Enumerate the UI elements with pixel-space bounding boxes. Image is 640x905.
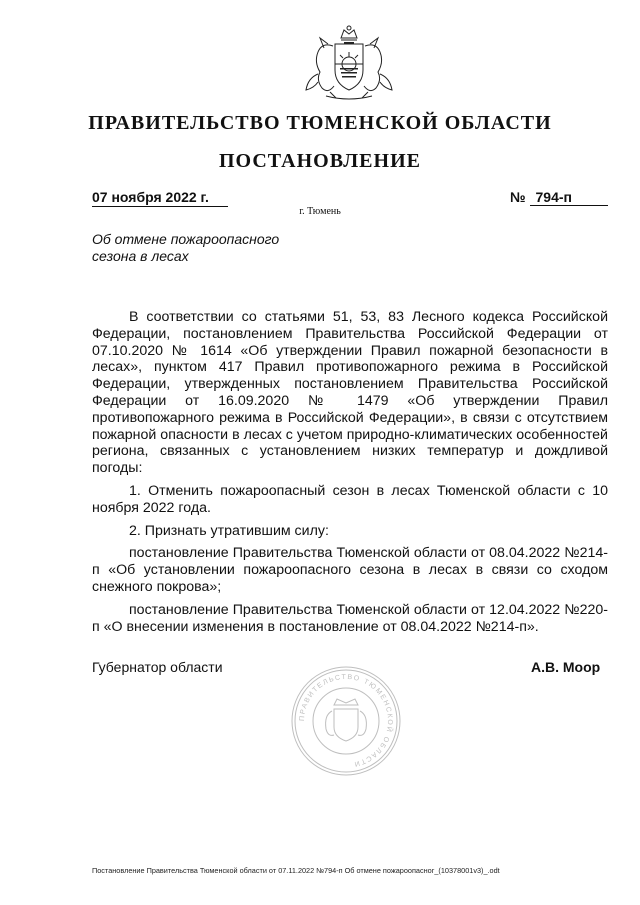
signatory-name: А.В. Моор (531, 659, 601, 675)
signatory-position: Губернатор области (92, 659, 223, 675)
item-2a-paragraph: постановление Правительства Тюменской области от 08.04.2022 №214-п «Об установлении пожароопасного сезона в лесах в связи со сходом снежного покрова»; (92, 545, 608, 595)
item-2-paragraph: 2. Признать утратившим силу: (129, 522, 329, 539)
coat-of-arms-emblem (300, 24, 398, 106)
document-number: 794-п (530, 189, 608, 206)
official-seal-stamp (290, 665, 402, 777)
item-2b-paragraph: постановление Правительства Тюменской области от 12.04.2022 №220-п «О внесении изменения в постановление от 08.04.2022 №214-п». (92, 601, 608, 635)
document-footer: Постановление Правительства Тюменской области от 07.11.2022 №794-п Об отмене пожароопасног_(10378001v3)_.odt (92, 866, 500, 875)
preamble-paragraph: В соответствии со статьями 51, 53, 83 Лесного кодекса Российской Федерации, постановлением Правительства Российской Федерации от 07.10.2020 № 1614 «Об утверждении Правил пожарной безопасности в лесах», пунктом 417 Правил противопожарного режима в Российской Федерации, утвержденных постановлением Правительства Российской Федерации от 16.09.2020 № 1479 «Об утверждении Правил противопожарного режима в Российской Федерации», в связи с отсутствием пожарной опасности в лесах с учетом природно-климатических особенностей региона, связанных с установлением низких температур и дождливой погоды: (92, 309, 608, 477)
organization-title: ПРАВИТЕЛЬСТВО ТЮМЕНСКОЙ ОБЛАСТИ (88, 112, 552, 134)
item-1-paragraph: 1. Отменить пожароопасный сезон в лесах Тюменской области с 10 ноября 2022 года. (92, 482, 608, 516)
document-number-block (510, 189, 608, 206)
document-date: 07 ноября 2022 г. (92, 189, 228, 207)
seal-text: ПРАВИТЕЛЬСТВО ТЮМЕНСКОЙ ОБЛАСТИ (298, 673, 394, 768)
document-subject: Об отмене пожароопасного сезона в лесах (92, 231, 280, 264)
document-type-title: ПОСТАНОВЛЕНИЕ (219, 150, 421, 172)
document-body (92, 309, 608, 635)
number-sign: № (510, 189, 526, 205)
document-city: г. Тюмень (299, 206, 341, 217)
